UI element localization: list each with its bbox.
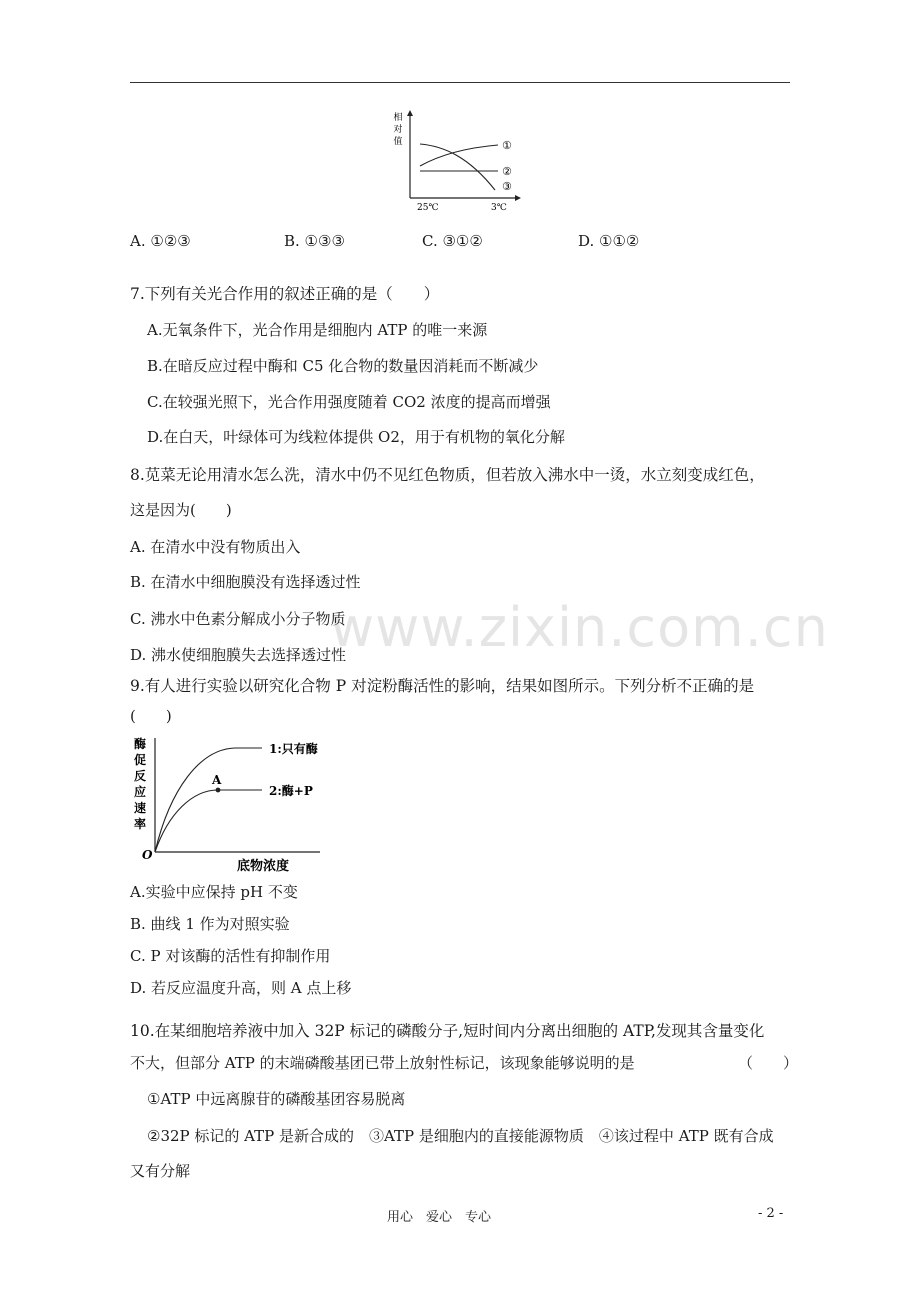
q6-option-d: D. ①①② <box>578 232 640 250</box>
enzyme-rate-figure <box>130 734 345 874</box>
q7-option-c: C.在较强光照下，光合作用强度随着 CO2 浓度的提高而增强 <box>147 393 551 411</box>
fig1-label-1: ① <box>502 139 512 152</box>
q7-option-b: B.在暗反应过程中酶和 C5 化合物的数量因消耗而不断减少 <box>147 357 539 375</box>
fig1-curve-3 <box>420 144 495 190</box>
temperature-curve-figure <box>383 108 533 218</box>
fig2-ylabel-6: 率 <box>133 817 147 831</box>
q7-stem: 7.下列有关光合作用的叙述正确的是（ ） <box>130 285 440 303</box>
q6-option-a: A. ①②③ <box>130 232 191 250</box>
fig1-ylabel-1: 相 <box>393 113 403 123</box>
fig2-ylabel-2: 促 <box>133 753 147 767</box>
watermark: www.zixin.com.cn <box>330 596 829 659</box>
q9-stem-line2: ( ) <box>130 707 172 725</box>
fig2-point-a <box>216 788 221 793</box>
fig2-curve-1 <box>155 748 262 852</box>
fig2-ylabel-1: 酶 <box>133 737 147 751</box>
q8-option-b: B. 在清水中细胞膜没有选择透过性 <box>130 573 361 591</box>
fig1-ylabel-3: 值 <box>393 137 403 147</box>
q6-option-c: C. ③①② <box>422 232 483 250</box>
fig2-ylabel-4: 应 <box>133 785 147 799</box>
q7-option-d: D.在白天，叶绿体可为线粒体提供 O2，用于有机物的氧化分解 <box>147 428 565 446</box>
fig2-curve-1-label: 1:只有酶 <box>269 742 318 756</box>
fig1-x-arrow <box>515 195 521 201</box>
q8-option-a: A. 在清水中没有物质出入 <box>130 538 301 556</box>
q10-item-2: ②32P 标记的 ATP 是新合成的 ③ATP 是细胞内的直接能源物质 ④该过程中 ATP 既有合成 <box>147 1127 774 1145</box>
fig2-ylabel-5: 速 <box>133 801 147 815</box>
q10-stem-line2: 不大，但部分 ATP 的末端磷酸基团已带上放射性标记，该现象能够说明的是 <box>130 1054 635 1072</box>
fig1-label-2: ② <box>502 165 512 178</box>
q9-stem-line1: 9.有人进行实验以研究化合物 P 对淀粉酶活性的影响，结果如图所示。下列分析不正确的是 <box>130 677 755 695</box>
fig1-curve-1 <box>420 145 498 166</box>
q9-option-a: A.实验中应保持 pH 不变 <box>130 883 298 901</box>
fig1-x-start: 25℃ <box>417 203 439 213</box>
q6-options <box>130 232 690 252</box>
q10-answer-bracket: （ ） <box>738 1054 799 1072</box>
q8-option-d: D. 沸水使细胞膜失去选择透过性 <box>130 646 347 664</box>
q9-option-b: B. 曲线 1 作为对照实验 <box>130 915 290 933</box>
footer-motto: 用心 爱心 专心 <box>387 1210 492 1225</box>
page-number: - 2 - <box>758 1206 784 1221</box>
q8-option-c: C. 沸水中色素分解成小分子物质 <box>130 610 346 628</box>
q8-stem-line2: 这是因为( ) <box>130 501 232 519</box>
q8-stem-line1: 8.苋菜无论用清水怎么洗，清水中仍不见红色物质，但若放入沸水中一烫，水立刻变成红色， <box>130 466 765 484</box>
fig1-y-arrow <box>407 110 413 116</box>
q9-option-d: D. 若反应温度升高，则 A 点上移 <box>130 979 352 997</box>
q6-option-b: B. ①③③ <box>284 232 345 250</box>
fig2-ylabel-3: 反 <box>133 769 147 783</box>
q7-option-a: A.无氧条件下，光合作用是细胞内 ATP 的唯一来源 <box>147 321 488 339</box>
q10-item-1: ①ATP 中远离腺苷的磷酸基团容易脱离 <box>147 1090 406 1108</box>
fig1-label-3: ③ <box>502 180 512 193</box>
q9-option-c: C. P 对该酶的活性有抑制作用 <box>130 947 331 965</box>
header-rule <box>130 82 790 83</box>
fig1-x-end: 3℃ <box>491 203 507 213</box>
q10-stem-line1: 10.在某细胞培养液中加入 32P 标记的磷酸分子,短时间内分离出细胞的 ATP,发现其含量变化 <box>130 1022 765 1040</box>
fig2-curve-2-label: 2:酶+P <box>269 784 313 798</box>
fig1-ylabel-2: 对 <box>393 125 403 135</box>
fig2-curve-2 <box>155 790 262 852</box>
fig2-point-a-label: A <box>212 773 222 787</box>
fig2-xlabel: 底物浓度 <box>237 859 290 874</box>
fig2-origin: O <box>142 848 153 862</box>
q10-item-3: 又有分解 <box>130 1162 191 1180</box>
